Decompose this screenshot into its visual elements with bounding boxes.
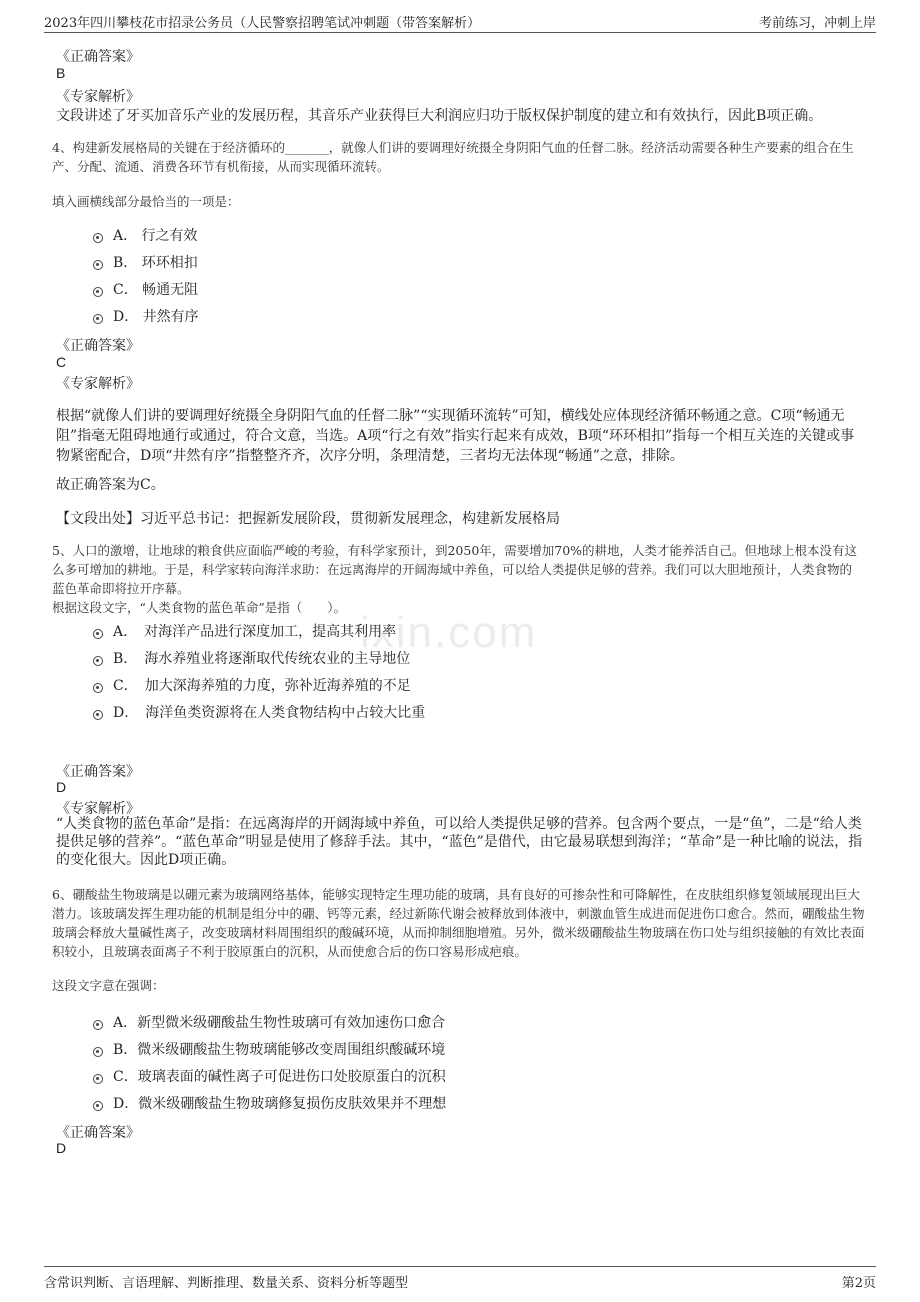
q6-stem: 6、硼酸盐生物玻璃是以硼元素为玻璃网络基体，能够实现特定生理功能的玻璃，具有良好的可掺杂性和可降解性，在皮肤组织修复领域展现出巨大潜力。该玻璃发挥生理功能的机制是组分中的硼、钙等元素，经过新陈代谢会被释放到体液中，刺激血管生成进而促进伤口愈合。然而，硼酸盐生物玻璃会释放大量碱性离子，改变玻璃材料周围组织的酸碱环境，从而抑制细胞增殖。另外，微米级硼酸盐生物玻璃在伤口处与组织接触的有效比表面积较小，且玻璃表面离子不利于胶原蛋白的沉积，从而使愈合后的伤口容易形成疤痕。 bbox=[52, 887, 865, 959]
q6-option-b[interactable]: B．微米级硼酸盐生物玻璃能够改变周围组织酸碱环境 bbox=[93, 1039, 445, 1059]
radio-icon bbox=[93, 629, 103, 639]
page-number: 第2页 bbox=[841, 1276, 876, 1291]
correct-answer-label: 《正确答案》 bbox=[56, 1125, 140, 1141]
q6-option-d[interactable]: D．微米级硼酸盐生物玻璃修复损伤皮肤效果并不理想 bbox=[93, 1093, 446, 1113]
q4-option-a[interactable]: A． 行之有效 bbox=[93, 225, 198, 245]
q3-answer: B bbox=[56, 65, 66, 81]
q5-analysis: “人类食物的蓝色革命”是指：在远离海岸的开阔海域中养鱼，可以给人类提供足够的营养。包含两个要点，一是“鱼”，二是“给人类提供足够的营养”。“蓝色革命”明显是使用了修辞手法。其中，“蓝色”是借代，由它最易联想到海洋；“革命”是一种比喻的说法，指的变化很大。因此D项正确。 bbox=[56, 816, 863, 868]
q4-analysis: 根据“就像人们讲的要调理好统摄全身阴阳气血的任督二脉”“实现循环流转”可知，横线处应体现经济循环畅通之意。C项“畅通无阻”指毫无阻碍地通行或通过，符合文意，当选。A项“行之有效”指实行起来有成效，B项“环环相扣”指每一个相互关连的关键或事物紧密配合，D项“井然有序”指整整齐齐，次序分明，条理清楚，三者均无法体现“畅通”之意，排除。 bbox=[56, 408, 855, 464]
radio-icon bbox=[93, 1101, 103, 1111]
q5-answer: D bbox=[56, 779, 67, 795]
q4-prompt: 填入画横线部分最恰当的一项是： bbox=[52, 194, 240, 209]
header-slogan: 考前练习，冲刺上岸 bbox=[758, 16, 876, 31]
radio-icon bbox=[93, 710, 103, 720]
q3-analysis: 文段讲述了牙买加音乐产业的发展历程，其音乐产业获得巨大利润应归功于版权保护制度的建立和有效执行，因此B项正确。 bbox=[56, 108, 823, 124]
q4-option-d[interactable]: D． 井然有序 bbox=[93, 306, 199, 326]
q6-prompt: 这段文字意在强调： bbox=[52, 978, 165, 993]
expert-analysis-label: 《专家解析》 bbox=[56, 89, 140, 105]
page-footer bbox=[44, 1266, 876, 1291]
q4-stem: 4、构建新发展格局的关键在于经济循环的_______，就像人们讲的要调理好统摄全身阴阳气血的任督二脉。经济活动需要各种生产要素的组合在生产、分配、流通、消费各环节有机衔接，从而实现循环流转。 bbox=[52, 140, 854, 174]
radio-icon bbox=[93, 287, 103, 297]
watermark: ixin.com bbox=[360, 608, 538, 657]
radio-icon bbox=[93, 1074, 103, 1084]
q5-option-d[interactable]: D． 海洋鱼类资源将在人类食物结构中占较大比重 bbox=[93, 702, 425, 722]
correct-answer-label: 《正确答案》 bbox=[56, 764, 140, 780]
q5-option-c[interactable]: C． 加大深海养殖的力度，弥补近海养殖的不足 bbox=[93, 675, 411, 695]
footer-note: 含常识判断、言语理解、判断推理、数量关系、资料分析等题型 bbox=[44, 1276, 409, 1291]
radio-icon bbox=[93, 656, 103, 666]
radio-icon bbox=[93, 260, 103, 270]
q5-prompt: 根据这段文字，“人类食物的蓝色革命”是指（ ）。 bbox=[52, 600, 347, 615]
q4-source: 【文段出处】习近平总书记：把握新发展阶段，贯彻新发展理念，构建新发展格局 bbox=[56, 511, 560, 527]
radio-icon bbox=[93, 683, 103, 693]
correct-answer-label: 《正确答案》 bbox=[56, 338, 140, 354]
correct-answer-label: 《正确答案》 bbox=[56, 49, 140, 65]
q4-option-c[interactable]: C． 畅通无阻 bbox=[93, 279, 198, 299]
radio-icon bbox=[93, 1020, 103, 1030]
expert-analysis-label: 《专家解析》 bbox=[56, 376, 140, 392]
q4-option-b[interactable]: B． 环环相扣 bbox=[93, 252, 198, 272]
q5-option-b[interactable]: B． 海水养殖业将逐渐取代传统农业的主导地位 bbox=[93, 648, 410, 668]
q6-option-c[interactable]: C．玻璃表面的碱性离子可促进伤口处胶原蛋白的沉积 bbox=[93, 1066, 446, 1086]
page-header bbox=[44, 10, 876, 33]
q4-conclusion: 故正确答案为C。 bbox=[56, 477, 165, 493]
expert-analysis-label: 《专家解析》 bbox=[56, 801, 140, 817]
q5-stem: 5、人口的激增，让地球的粮食供应面临严峻的考验，有科学家预计，到2050年，需要增加70%的耕地，人类才能养活自己。但地球上根本没有这么多可增加的耕地。于是，科学家转向海洋求助：在远离海岸的开阔海域中养鱼，可以给人类提供足够的营养。我们可以大胆地预计，人类食物的蓝色革命即将拉开序幕。 bbox=[52, 543, 858, 596]
q4-answer: C bbox=[56, 354, 67, 370]
radio-icon bbox=[93, 233, 103, 243]
q6-option-a[interactable]: A．新型微米级硼酸盐生物性玻璃可有效加速伤口愈合 bbox=[93, 1012, 445, 1032]
q5-option-a[interactable]: A． 对海洋产品进行深度加工，提高其利用率 bbox=[93, 621, 396, 641]
q6-answer: D bbox=[56, 1140, 67, 1156]
radio-icon bbox=[93, 1047, 103, 1057]
header-title: 2023年四川攀枝花市招录公务员（人民警察招聘笔试冲刺题（带答案解析） bbox=[44, 16, 481, 31]
radio-icon bbox=[93, 314, 103, 324]
